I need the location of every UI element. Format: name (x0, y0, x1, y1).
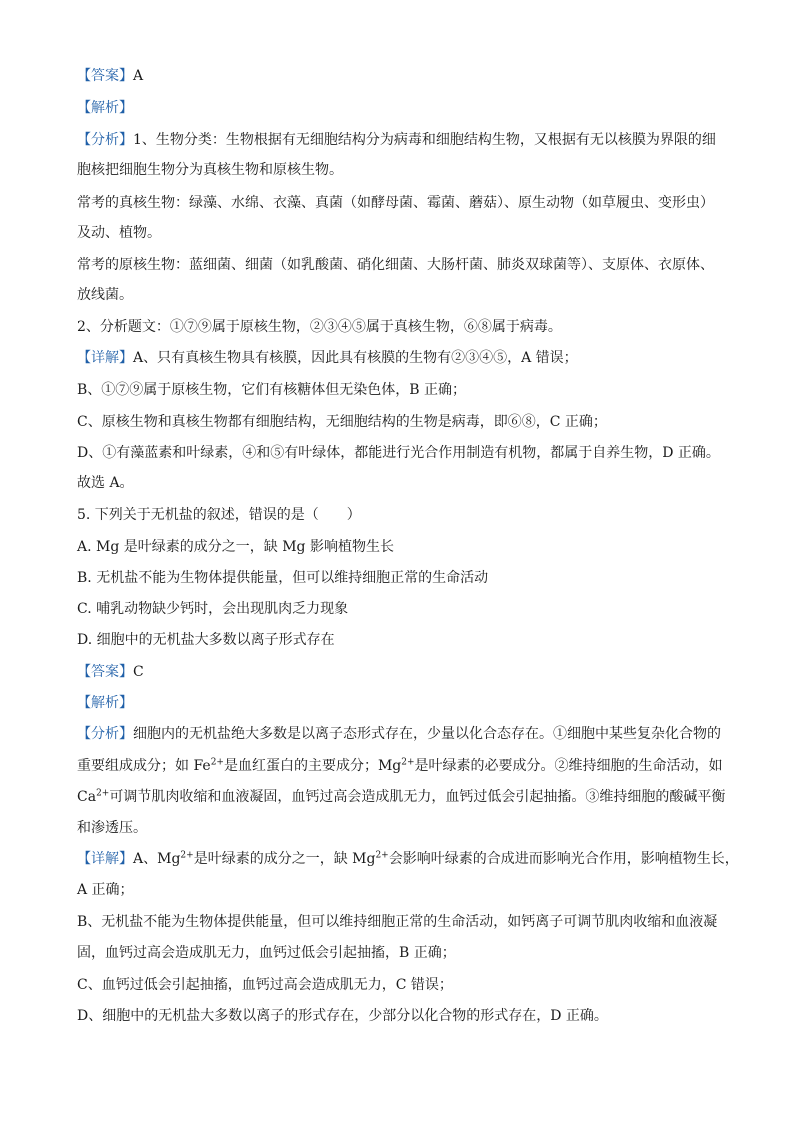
fenxi-text: Ca (77, 789, 97, 805)
q5-fenxi-line-1 (77, 724, 727, 744)
superscript: 2+ (375, 850, 389, 861)
q5-stem: 5. 下列关于无机盐的叙述，错误的是（ ） (77, 507, 361, 523)
answer-tag: 【答案】 (77, 68, 133, 84)
q4-fenxi-line-1 (77, 130, 727, 150)
q4-fenxi-line-4: 及动、植物。 (77, 225, 161, 241)
q4-xiangjie-b: B、①⑦⑨属于原核生物，它们有核糖体但无染色体，B 正确； (77, 382, 467, 398)
xiangjie-tag: 【详解】 (77, 350, 133, 366)
q4-analysis-tag: 【解析】 (77, 100, 133, 116)
q5-fenxi-line-4: 和渗透压。 (77, 820, 147, 836)
xiangjie-tag: 【详解】 (77, 851, 133, 867)
q5-option-c: C. 哺乳动物缺少钙时，会出现肌肉乏力现象 (77, 601, 349, 617)
xiangjie-text: A、Mg (133, 851, 181, 867)
superscript: 2+ (210, 757, 224, 768)
q5-analysis-tag: 【解析】 (77, 695, 133, 711)
fenxi-text: 可调节肌肉收缩和血液凝固，血钙过高会造成肌无力，血钙过低会引起抽搐。③维持细胞的酸碱平衡 (109, 789, 726, 805)
fenxi-tag: 【分析】 (77, 726, 133, 742)
answer-value: C (133, 664, 144, 680)
q5-xiangjie-c: C、血钙过低会引起抽搐，血钙过高会造成肌无力，C 错误； (77, 977, 453, 993)
q4-xiangjie-a (77, 348, 727, 368)
q5-fenxi-line-3 (77, 787, 727, 807)
q5-xiangjie-b-cont: 固，血钙过高会造成肌无力，血钙过低会引起抽搐，B 正确； (77, 945, 456, 961)
q5-option-d: D. 细胞中的无机盐大多数以离子形式存在 (77, 632, 335, 648)
q5-xiangjie-b: B、无机盐不能为生物体提供能量，但可以维持细胞正常的生命活动，如钙离子可调节肌肉收缩和血液凝 (77, 914, 718, 930)
fenxi-text: 是血红蛋白的主要成分；Mg (223, 758, 402, 774)
q5-answer-line (77, 662, 727, 682)
answer-tag: 【答案】 (77, 664, 133, 680)
fenxi-text: 细胞内的无机盐绝大多数是以离子态形式存在，少量以化合态存在。①细胞中某些复杂化合物的 (133, 726, 721, 742)
q4-fenxi-line-2: 胞核把细胞生物分为真核生物和原核生物。 (77, 162, 343, 178)
q4-fenxi-line-5: 常考的原核生物：蓝细菌、细菌（如乳酸菌、硝化细菌、大肠杆菌、肺炎双球菌等）、支原体、衣原体、 (77, 257, 714, 273)
q4-fenxi-line-6: 放线菌。 (77, 287, 133, 303)
q5-option-a: A. Mg 是叶绿素的成分之一，缺 Mg 影响植物生长 (77, 539, 394, 555)
q5-xiangjie-a (77, 849, 739, 869)
q5-xiangjie-a-cont: A 正确； (77, 882, 134, 898)
answer-value: A (133, 68, 144, 84)
q5-xiangjie-d: D、细胞中的无机盐大多数以离子的形式存在，少部分以化合物的形式存在，D 正确。 (77, 1008, 608, 1024)
superscript: 2+ (180, 850, 194, 861)
q4-xiangjie-d: D、①有藻蓝素和叶绿素，④和⑤有叶绿体，都能进行光合作用制造有机物，都属于自养生物，D 正确。 (77, 445, 720, 461)
q4-fenxi-line-3: 常考的真核生物：绿藻、水绵、衣藻、真菌（如酵母菌、霉菌、蘑菇）、原生动物（如草履虫、变形虫） (77, 195, 714, 211)
superscript: 2+ (96, 788, 110, 799)
q4-choose: 故选 A。 (77, 475, 134, 491)
q4-fenxi-line-7: 2、分析题文：①⑦⑨属于原核生物，②③④⑤属于真核生物，⑥⑧属于病毒。 (77, 319, 562, 335)
fenxi-text: 重要组成成分；如 Fe (77, 758, 211, 774)
q4-answer-line (77, 66, 727, 86)
fenxi-text: 是叶绿素的必要成分。②维持细胞的生命活动，如 (414, 758, 723, 774)
fenxi-tag: 【分析】 (77, 132, 133, 148)
q5-option-b: B. 无机盐不能为生物体提供能量，但可以维持细胞正常的生命活动 (77, 570, 489, 586)
q5-fenxi-line-2 (77, 756, 727, 776)
xiangjie-text: 会影响叶绿素的合成进而影响光合作用，影响植物生长， (388, 851, 739, 867)
q4-xiangjie-c: C、原核生物和真核生物都有细胞结构，无细胞结构的生物是病毒，即⑥⑧，C 正确； (77, 414, 607, 430)
superscript: 2+ (401, 757, 415, 768)
xiangjie-text: 是叶绿素的成分之一，缺 Mg (193, 851, 376, 867)
xiangjie-text: A、只有真核生物具有核膜，因此具有核膜的生物有②③④⑤，A 错误； (133, 350, 578, 366)
fenxi-text: 1、生物分类：生物根据有无细胞结构分为病毒和细胞结构生物，又根据有无以核膜为界限的细 (133, 132, 716, 148)
